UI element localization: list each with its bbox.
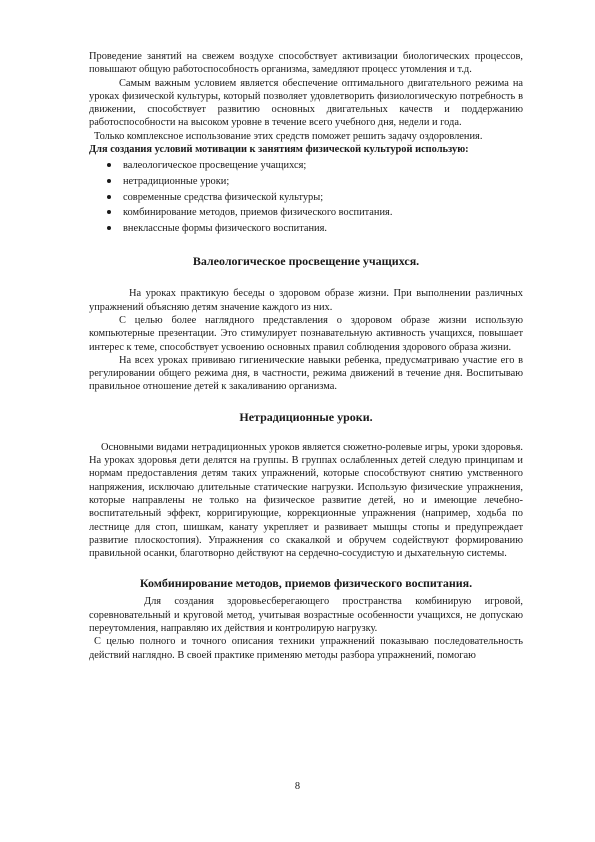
valeology-paragraph-3: На всех уроках прививаю гигиенические навыки ребенка, предусматриваю участие его в регулировании общего режима дня, в частности, режима движений в течение дня. Воспитываю правильное отношение детей к закаливанию организма.	[89, 354, 523, 393]
motivation-heading: Для создания условий мотивации к занятиям физической культурой использую:	[89, 144, 469, 156]
list-item: комбинирование методов, приемов физического воспитания.	[107, 205, 523, 221]
list-item: нетрадиционные уроки;	[107, 174, 523, 190]
page-number: 8	[294, 781, 301, 792]
section-title-valeology: Валеологическое просвещение учащихся.	[192, 254, 420, 269]
section-title-combining: Комбинирование методов, приемов физического воспитания.	[139, 576, 473, 591]
section-title-nontraditional: Нетрадиционные уроки.	[239, 409, 373, 424]
nontraditional-paragraph: Основными видами нетрадиционных уроков является сюжетно-ролевые игры, уроки здоровья. На уроках здоровья дети делятся на группы. В группах ослабленных детей следую принципам и нормам предоставления детям таких упражнений, которые способствуют снятию умственного напряжения, исключаю длительные статические нагрузки. Использую физические упражнения, которые направлены не только на физическое развитие детей, но и имеющие лечебно-воспитательный эффект, корригирующие, коррекционные упражнения (например, ходьба по лестнице для стоп, шишкам, канату укрепляет и развивает мышцы стопы и предупреждает развитие плоскостопия). Упражнения со скакалкой и обручем содействуют формированию правильной осанки, благотворно действуют на сердечно-сосудистую и дыхательную системы.	[89, 441, 523, 560]
combining-paragraph-2: С целью полного и точного описания техники упражнений показываю последовательность действий наглядно. В своей практике применяю методы разбора упражнений, помогаю	[89, 636, 523, 661]
list-item: внеклассные формы физического воспитания.	[107, 221, 523, 237]
list-item: современные средства физической культуры;	[107, 190, 523, 206]
intro-paragraph-1: Проведение занятий на свежем воздухе способствует активизации биологических процессов, повышают общую работоспособность организма, замедляют процесс утомления и т.д.	[89, 51, 523, 76]
valeology-paragraph-1: На уроках практикую беседы о здоровом образе жизни. При выполнении различных упражнений объясняю детям значение каждого из них.	[89, 288, 523, 313]
intro-paragraph-3: Только комплексное использование этих средств поможет решить задачу оздоровления.	[94, 130, 483, 142]
list-item: валеологическое просвещение учащихся;	[107, 158, 523, 174]
motivation-list	[89, 158, 523, 236]
valeology-paragraph-2: С целью более наглядного представления о здоровом образе жизни использую компьютерные презентации. Это стимулирует познавательную активность учащихся, повышает интерес к теме, способствует усвоению основных правил соблюдения здорового образа жизни.	[89, 314, 523, 353]
document-page	[89, 50, 523, 662]
intro-paragraph-2: Самым важным условием является обеспечение оптимального двигательного режима на уроках физической культуры, который позволяет удовлетворить физиологическую потребность в движении, способствует развитию основных двигательных качеств и поддержанию работоспособности на высоком уровне в течение всего учебного дня, недели и года.	[89, 77, 523, 129]
combining-paragraph-1: Для создания здоровьесберегающего пространства комбинирую игровой, соревновательный и круговой метод, учитывая возрастные особенности учащихся, не допускаю переутомления, направляю их действия и контролирую нагрузку.	[89, 596, 523, 634]
